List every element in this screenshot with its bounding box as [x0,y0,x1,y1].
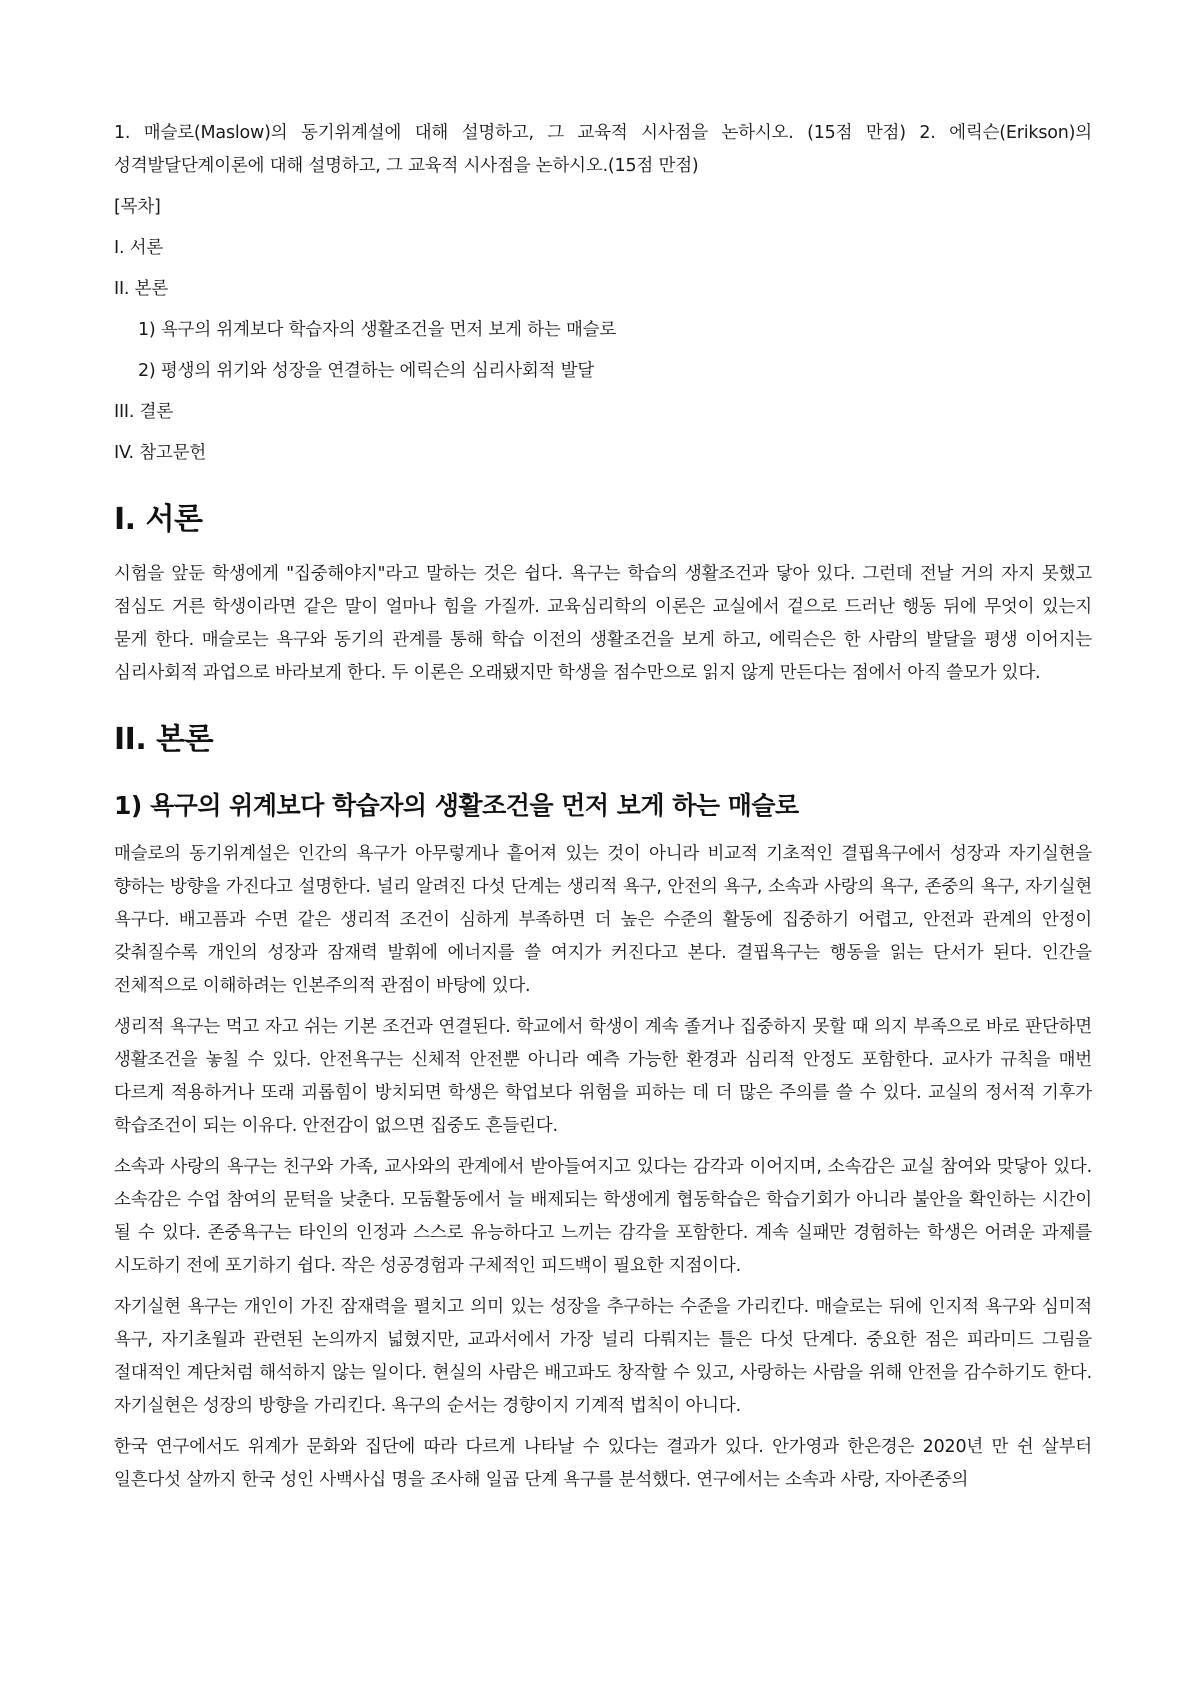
toc-item-references: IV. 참고문헌 [114,443,207,463]
assignment-question: 1. 매슬로(Maslow)의 동기위계설에 대해 설명하고, 그 교육적 시사점을 논하시오. (15점 만점) 2. 에릭슨(Erikson)의 성격발달단계이론에 대해 설명하고, 그 교육적 시사점을 논하시오.(15점 만점) [114,123,1092,176]
body-paragraph: 자기실현 욕구는 개인이 가진 잠재력을 펼치고 의미 있는 성장을 추구하는 수준을 가리킨다. 매슬로는 뒤에 인지적 욕구와 심미적 욕구, 자기초월과 관련된 논의까지 넓혔지만, 교과서에서 가장 널리 다뤄지는 틀은 다섯 단계다. 중요한 점은 피라미드 그림을 절대적인 계단처럼 해석하지 않는 일이다. 현실의 사람은 배고파도 창작할 수 있고, 사랑하는 사람을 위해 안전을 감수하기도 한다. 자기실현은 성장의 방향을 가리킨다. 욕구의 순서는 경향이지 기계적 법칙이 아니다. [114,1297,1092,1416]
section-heading-intro: I. 서론 [114,502,203,537]
body-paragraph: 매슬로의 동기위계설은 인간의 욕구가 아무렇게나 흩어져 있는 것이 아니라 비교적 기초적인 결핍욕구에서 성장과 자기실현을 향하는 방향을 가진다고 설명한다. 널리 알려진 다섯 단계는 생리적 욕구, 안전의 욕구, 소속과 사랑의 욕구, 존중의 욕구, 자기실현 욕구다. 배고픔과 수면 같은 생리적 조건이 심하게 부족하면 더 높은 수준의 활동에 집중하기 어렵고, 안전과 관계의 안정이 갖춰질수록 개인의 성장과 잠재력 발휘에 에너지를 쓸 여지가 커진다고 본다. 결핍욕구는 행동을 읽는 단서가 된다. 인간을 전체적으로 이해하려는 인본주의적 관점이 바탕에 있다. [114,844,1092,996]
body-paragraph: 한국 연구에서도 위계가 문화와 집단에 따라 다르게 나타날 수 있다는 결과가 있다. 안가영과 한은경은 2020년 만 쉰 살부터 일흔다섯 살까지 한국 성인 사백사십 명을 조사해 일곱 단계 욕구를 분석했다. 연구에서는 소속과 사랑, 자아존중의 [114,1437,1092,1490]
toc-item-conclusion: III. 결론 [114,402,174,422]
toc-item-intro: I. 서론 [114,238,164,258]
subsection-heading-maslow: 1) 욕구의 위계보다 학습자의 생활조건을 먼저 보게 하는 매슬로 [114,791,799,820]
intro-paragraph: 시험을 앞둔 학생에게 "집중해야지"라고 말하는 것은 쉽다. 욕구는 학습의 생활조건과 닿아 있다. 그런데 전날 거의 자지 못했고 점심도 거른 학생이라면 같은 말이 얼마나 힘을 가질까. 교육심리학의 이론은 교실에서 겉으로 드러난 행동 뒤에 무엇이 있는지 묻게 한다. 매슬로는 욕구와 동기의 관계를 통해 학습 이전의 생활조건을 보게 하고, 에릭슨은 한 사람의 발달을 평생 이어지는 심리사회적 과업으로 바라보게 한다. 두 이론은 오래됐지만 학생을 점수만으로 읽지 않게 만든다는 점에서 아직 쓸모가 있다. [114,564,1092,683]
body-paragraph: 생리적 욕구는 먹고 자고 쉬는 기본 조건과 연결된다. 학교에서 학생이 계속 졸거나 집중하지 못할 때 의지 부족으로 바로 판단하면 생활조건을 놓칠 수 있다. 안전욕구는 신체적 안전뿐 아니라 예측 가능한 환경과 심리적 안정도 포함한다. 교사가 규칙을 매번 다르게 적용하거나 또래 괴롭힘이 방치되면 학생은 학업보다 위험을 피하는 데 더 많은 주의를 쓸 수 있다. 교실의 정서적 기후가 학습조건이 되는 이유다. 안전감이 없으면 집중도 흔들린다. [114,1017,1092,1136]
table-of-contents [114,191,1092,470]
toc-label: [목차] [114,197,161,217]
toc-item-body-sub1: 1) 욕구의 위계보다 학습자의 생활조건을 먼저 보게 하는 매슬로 [138,320,617,340]
toc-item-body-sub2: 2) 평생의 위기와 성장을 연결하는 에릭슨의 심리사회적 발달 [138,361,595,381]
toc-item-body: II. 본론 [114,279,169,299]
body-paragraph: 소속과 사랑의 욕구는 친구와 가족, 교사와의 관계에서 받아들여지고 있다는 감각과 이어지며, 소속감은 교실 참여와 맞닿아 있다. 소속감은 수업 참여의 문턱을 낮춘다. 모둠활동에서 늘 배제되는 학생에게 협동학습은 학습기회가 아니라 불안을 확인하는 시간이 될 수 있다. 존중욕구는 타인의 인정과 스스로 유능하다고 느끼는 감각을 포함한다. 계속 실패만 경험하는 학생은 어려운 과제를 시도하기 전에 포기하기 쉽다. 작은 성공경험과 구체적인 피드백이 필요한 지점이다. [114,1157,1092,1276]
section-heading-body: II. 본론 [114,722,214,757]
